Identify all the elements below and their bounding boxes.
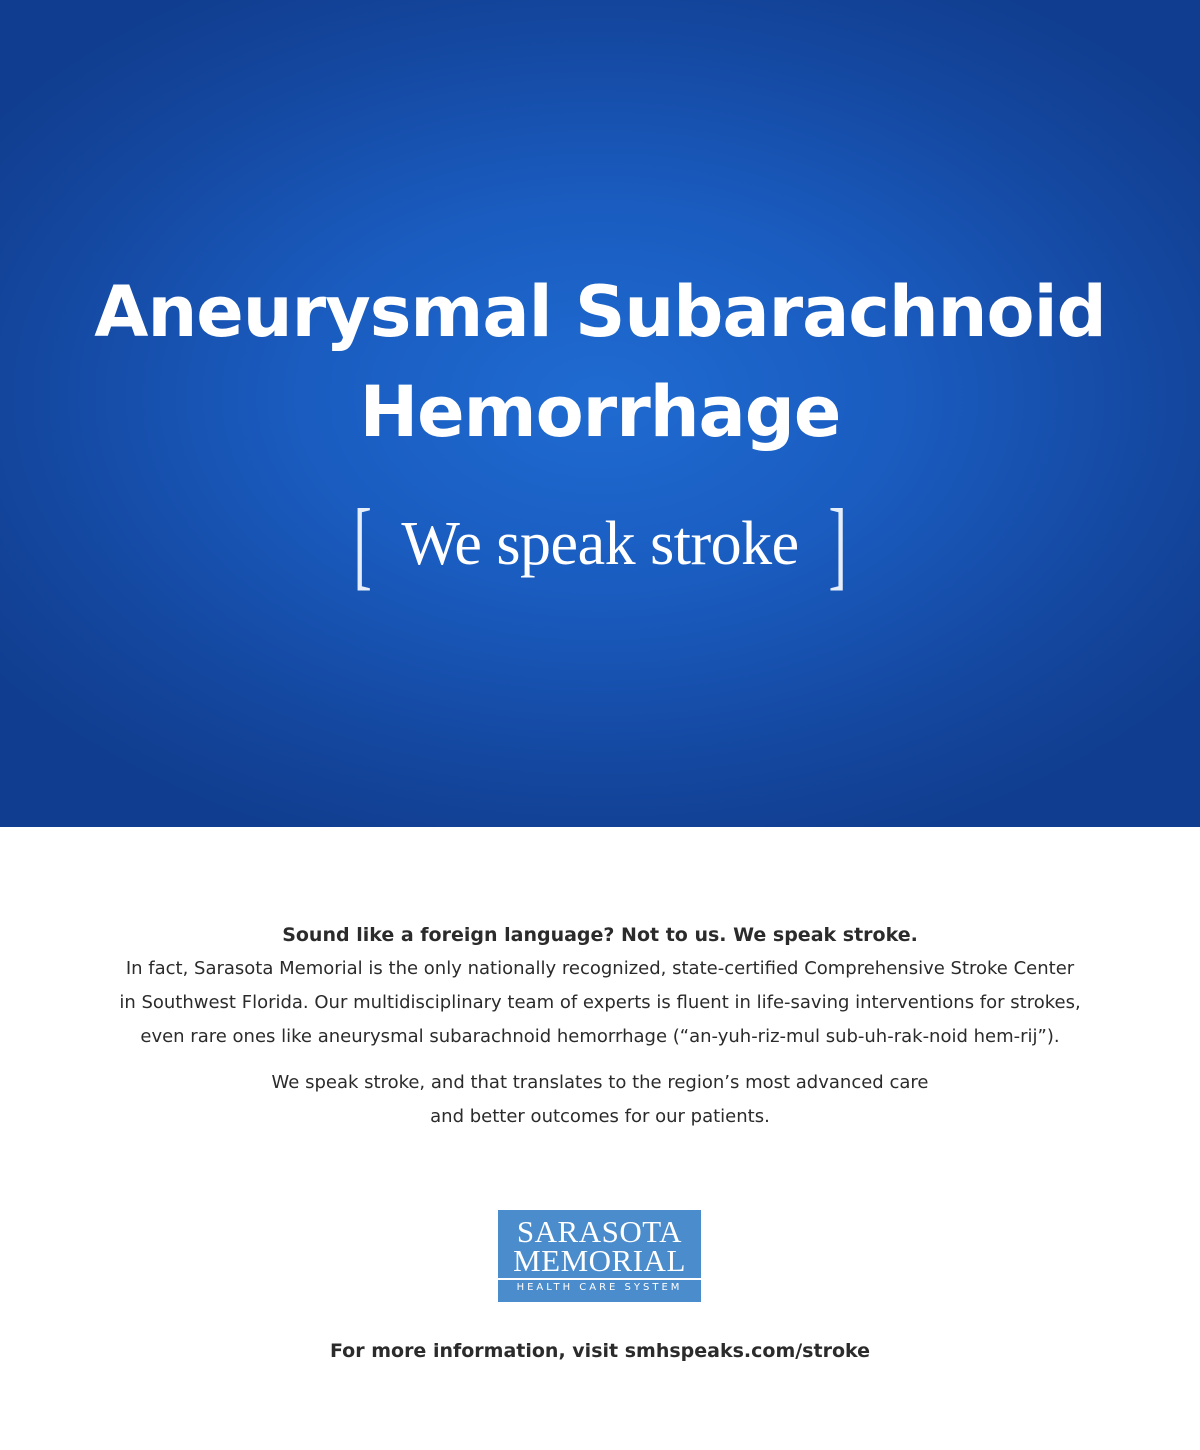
paragraph-2	[0, 1066, 1200, 1134]
paragraph-1-line: in Southwest Florida. Our multidisciplinary team of experts is fluent in life-saving interventions for strokes,	[119, 992, 1081, 1013]
paragraph-1-line: even rare ones like aneurysmal subarachnoid hemorrhage (“an-yuh-riz-mul sub-uh-rak-noid hem-rij”).	[140, 1026, 1060, 1047]
paragraph-1-line: In fact, Sarasota Memorial is the only nationally recognized, state-certified Comprehensive Stroke Center	[125, 958, 1075, 979]
logo-subline: HEALTH CARE SYSTEM	[498, 1278, 701, 1295]
lead-sentence: Sound like a foreign language? Not to us. We speak stroke.	[282, 924, 918, 946]
open-bracket: [	[353, 488, 372, 599]
paragraph-1	[0, 952, 1200, 1054]
sarasota-memorial-logo	[498, 1210, 701, 1302]
footer-info: For more information, visit smhspeaks.com/stroke	[329, 1340, 871, 1362]
headline-line-1: Aneurysmal Subarachnoid	[94, 271, 1106, 353]
tagline-text: We speak stroke	[401, 510, 799, 578]
logo-line-1: SARASOTA	[516, 1214, 683, 1249]
headline-line-2: Hemorrhage	[359, 371, 841, 453]
headline	[0, 262, 1200, 462]
logo-line-2: MEMORIAL	[513, 1243, 686, 1278]
body-copy	[0, 918, 1200, 1134]
paragraph-2-line: and better outcomes for our patients.	[430, 1106, 770, 1127]
paragraph-2-line: We speak stroke, and that translates to the region’s most advanced care	[271, 1072, 929, 1093]
tagline	[0, 488, 1200, 599]
close-bracket: ]	[828, 488, 847, 599]
